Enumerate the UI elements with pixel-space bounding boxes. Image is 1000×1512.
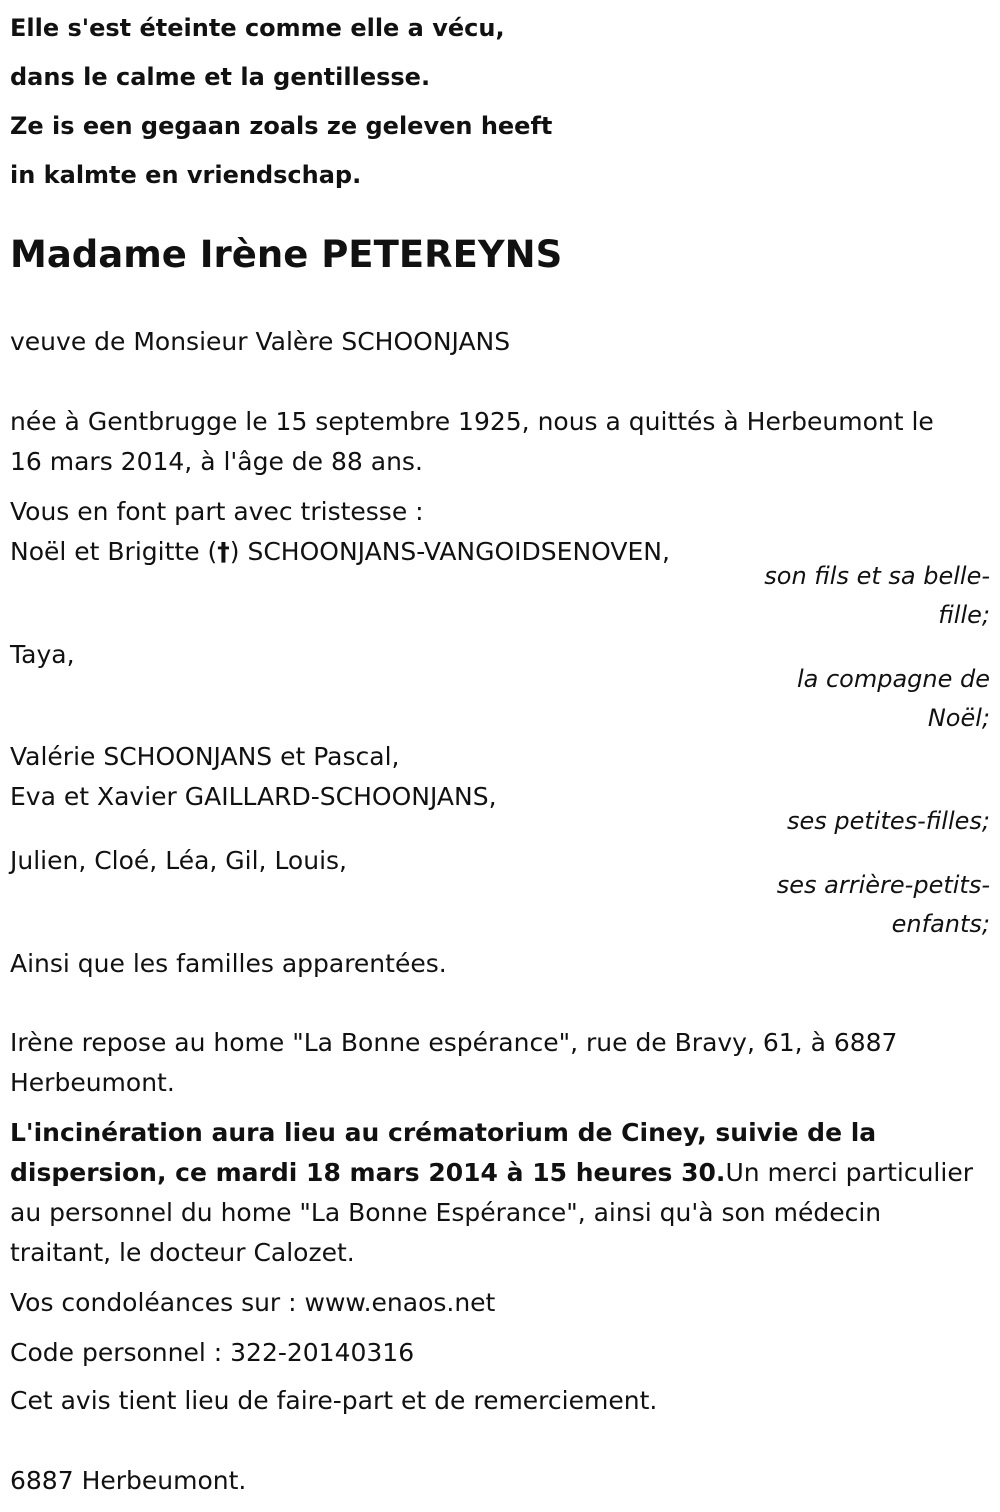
- relation-taya: la compagne de Noël;: [796, 665, 990, 732]
- birth-death-line-2: 16 mars 2014, à l'âge de 88 ans.: [10, 447, 423, 476]
- announcer-noel-post: ) SCHOONJANS-VANGOIDSENOVEN,: [229, 537, 670, 566]
- families-line: Ainsi que les familles apparentées.: [10, 949, 447, 978]
- rest-line-2: Herbeumont.: [10, 1068, 175, 1097]
- relation-granddaughters: ses petites-filles;: [786, 807, 990, 835]
- announcer-taya: Taya,: [10, 640, 75, 669]
- announcer-noel: [10, 532, 670, 572]
- announcers-intro: Vous en font part avec tristesse :: [10, 497, 424, 526]
- obituary-notice: [10, 0, 990, 1512]
- address-line: 6887 Herbeumont.: [10, 1466, 247, 1495]
- condolences-line: Vos condoléances sur : www.enaos.net: [10, 1288, 496, 1317]
- cross-icon: †: [217, 537, 230, 566]
- quote-line-2: dans le calme et la gentillesse.: [10, 63, 431, 91]
- relation-noel: son fils et sa belle-fille;: [764, 562, 990, 629]
- quote-line-3: Ze is een gegaan zoals ze geleven heeft: [10, 112, 553, 140]
- rest-line-1: Irène repose au home "La Bonne espérance", rue de Bravy, 61, à 6887: [10, 1028, 898, 1057]
- announcer-noel-pre: Noël et Brigitte (: [10, 537, 218, 566]
- deceased-name: Madame Irène PETEREYNS: [10, 233, 563, 276]
- personal-code: Code personnel : 322-20140316: [10, 1338, 415, 1367]
- thanks-line-4: traitant, le docteur Calozet.: [10, 1238, 355, 1267]
- announcer-valerie: Valérie SCHOONJANS et Pascal,: [10, 742, 400, 771]
- announcer-eva: Eva et Xavier GAILLARD-SCHOONJANS,: [10, 782, 497, 811]
- thanks-line-3: au personnel du home "La Bonne Espérance", ainsi qu'à son médecin: [10, 1198, 882, 1227]
- ceremony-line-2: [10, 1153, 973, 1193]
- relation-greatgrandchildren: ses arrière-petits-enfants;: [776, 871, 990, 938]
- birth-death-line-1: née à Gentbrugge le 15 septembre 1925, nous a quittés à Herbeumont le: [10, 407, 934, 436]
- ceremony-line-1: L'incinération aura lieu au crématorium de Ciney, suivie de la: [10, 1118, 877, 1147]
- quote-line-4: in kalmte en vriendschap.: [10, 161, 362, 189]
- ceremony-details: dispersion, ce mardi 18 mars 2014 à 15 heures 30.: [10, 1158, 726, 1187]
- notice-line: Cet avis tient lieu de faire-part et de remerciement.: [10, 1386, 658, 1415]
- announcer-greatgrandchildren: Julien, Cloé, Léa, Gil, Louis,: [10, 846, 347, 875]
- quote-line-1: Elle s'est éteinte comme elle a vécu,: [10, 14, 505, 42]
- thanks-start: Un merci particulier: [725, 1158, 973, 1187]
- widow-of: veuve de Monsieur Valère SCHOONJANS: [10, 327, 511, 356]
